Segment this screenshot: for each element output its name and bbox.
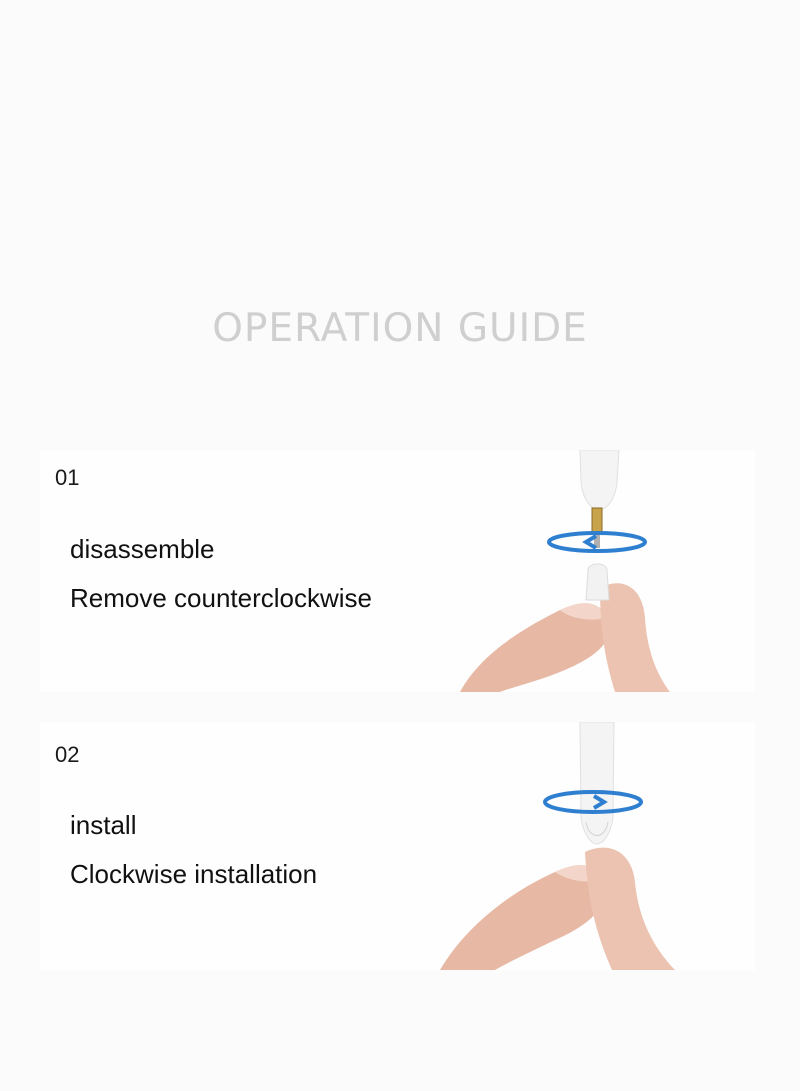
step-description: Remove counterclockwise [70,583,373,613]
pencil-tip-removal-illustration [40,450,755,692]
step-card-01 [40,450,755,692]
page-title: OPERATION GUIDE [212,306,588,351]
step-action: disassemble [70,534,215,564]
step-action: install [70,810,137,840]
step-number: 01 [55,465,80,490]
step-number: 02 [55,742,80,767]
step-description: Clockwise installation [70,859,318,889]
pencil-tip-install-illustration [40,722,755,970]
step-card-02 [40,722,755,970]
